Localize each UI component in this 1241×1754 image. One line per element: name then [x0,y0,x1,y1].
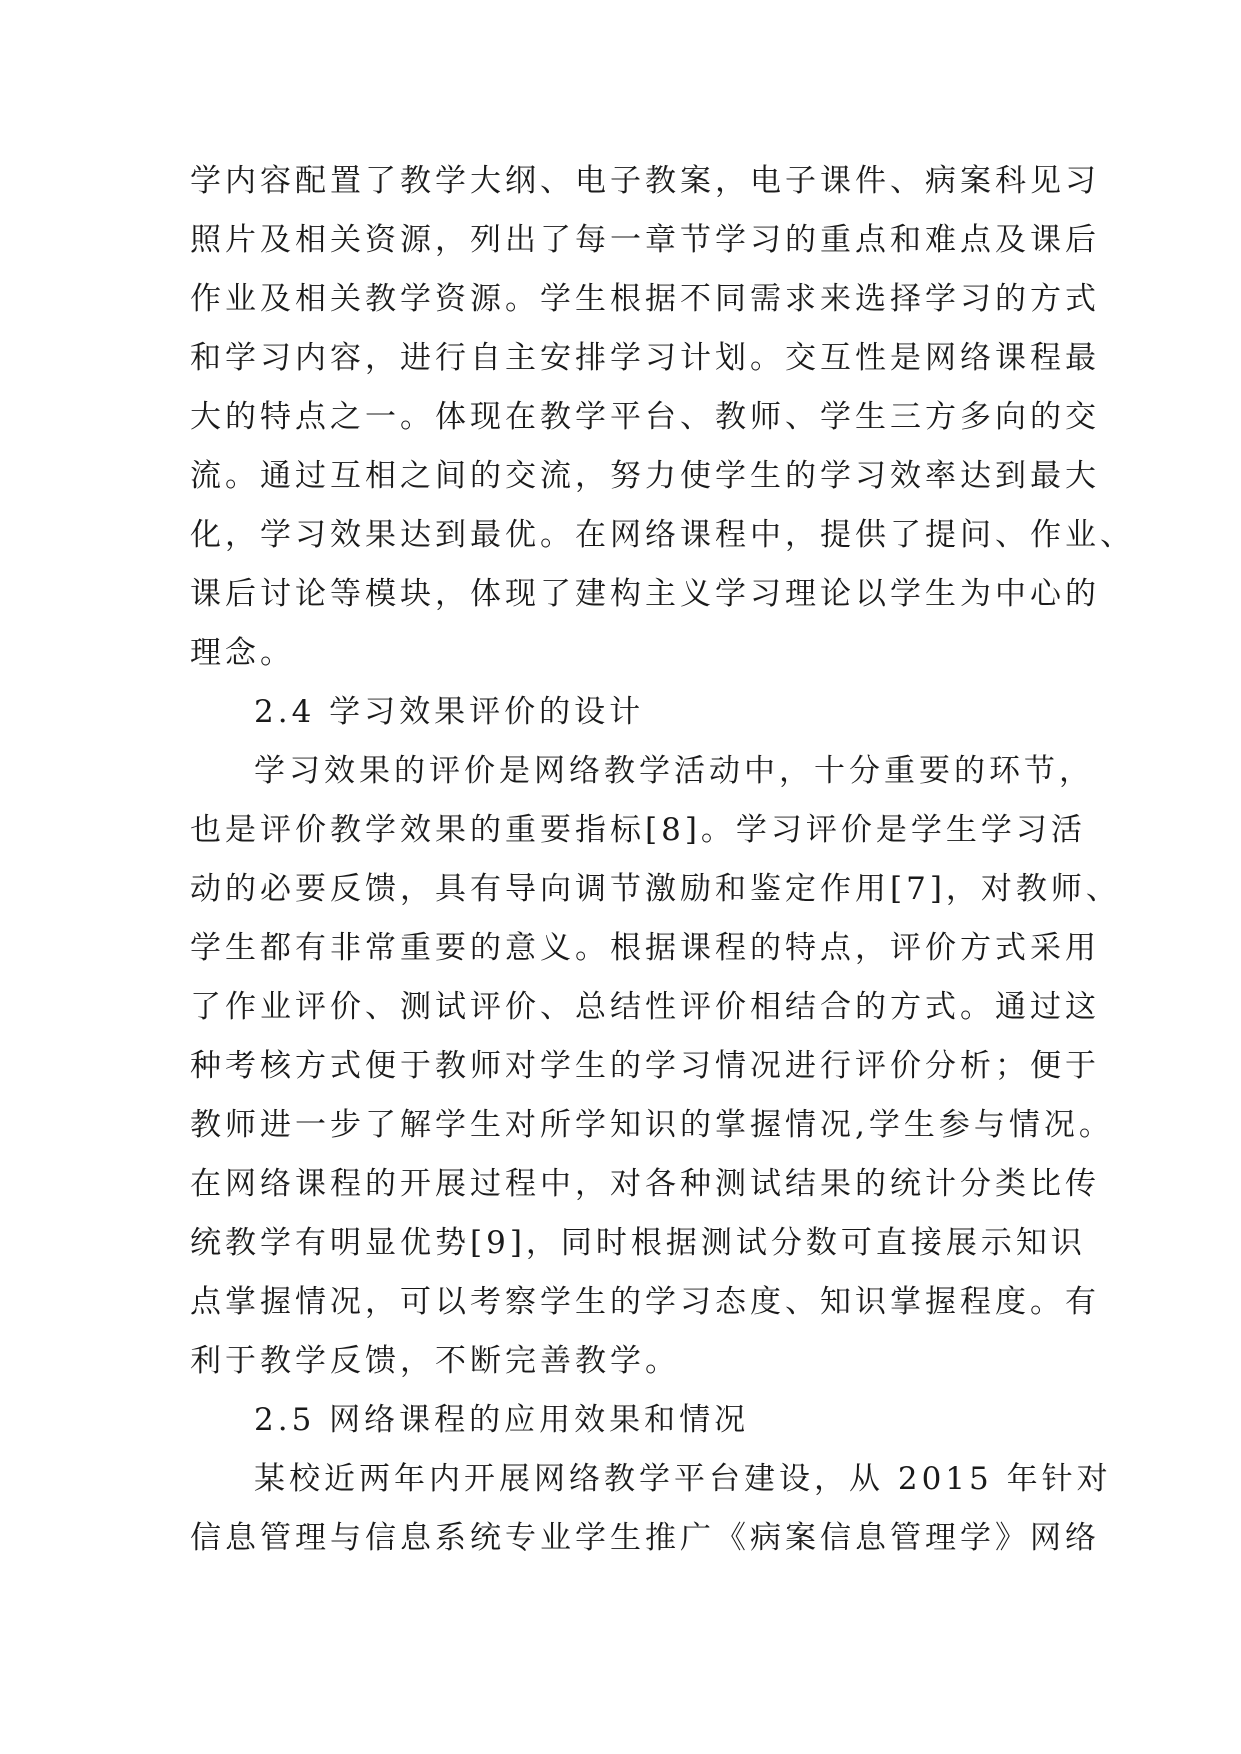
body-line: 和学习内容，进行自主安排学习计划。交互性是网络课程最 [190,340,1100,376]
section-heading-2-4: 2.4 学习效果评价的设计 [254,694,645,730]
body-line: 教师进一步了解学生对所学知识的掌握情况,学生参与情况。 [190,1107,1114,1143]
body-line: 流。通过互相之间的交流，努力使学生的学习效率达到最大 [190,458,1100,494]
body-line: 课后讨论等模块，体现了建构主义学习理论以学生为中心的 [190,576,1100,612]
paragraph-first-line: 某校近两年内开展网络教学平台建设，从 2015 年针对 [254,1461,1112,1497]
paragraph-first-line: 学习效果的评价是网络教学活动中，十分重要的环节， [254,753,1094,789]
body-line: 种考核方式便于教师对学生的学习情况进行评价分析；便于 [190,1048,1100,1084]
body-line: 了作业评价、测试评价、总结性评价相结合的方式。通过这 [190,989,1100,1025]
body-line: 点掌握情况，可以考察学生的学习态度、知识掌握程度。有 [190,1284,1100,1320]
body-line: 照片及相关资源，列出了每一章节学习的重点和难点及课后 [190,222,1100,258]
body-line: 理念。 [190,635,295,671]
body-line: 大的特点之一。体现在教学平台、教师、学生三方多向的交 [190,399,1100,435]
body-line: 化，学习效果达到最优。在网络课程中，提供了提问、作业、 [190,517,1135,553]
body-line: 也是评价教学效果的重要指标[8]。学习评价是学生学习活 [190,812,1086,848]
body-line: 学生都有非常重要的意义。根据课程的特点，评价方式采用 [190,930,1100,966]
body-line: 在网络课程的开展过程中，对各种测试结果的统计分类比传 [190,1166,1100,1202]
body-line: 学内容配置了教学大纲、电子教案，电子课件、病案科见习 [190,163,1100,199]
document-body [190,152,1135,1568]
body-line: 统教学有明显优势[9]，同时根据测试分数可直接展示知识 [190,1225,1086,1261]
body-line: 信息管理与信息系统专业学生推广《病案信息管理学》网络 [190,1520,1100,1556]
body-line: 作业及相关教学资源。学生根据不同需求来选择学习的方式 [190,281,1100,317]
body-line: 动的必要反馈，具有导向调节激励和鉴定作用[7]，对教师、 [190,871,1121,907]
body-line: 利于教学反馈，不断完善教学。 [190,1343,680,1379]
section-heading-2-5: 2.5 网络课程的应用效果和情况 [254,1402,750,1438]
